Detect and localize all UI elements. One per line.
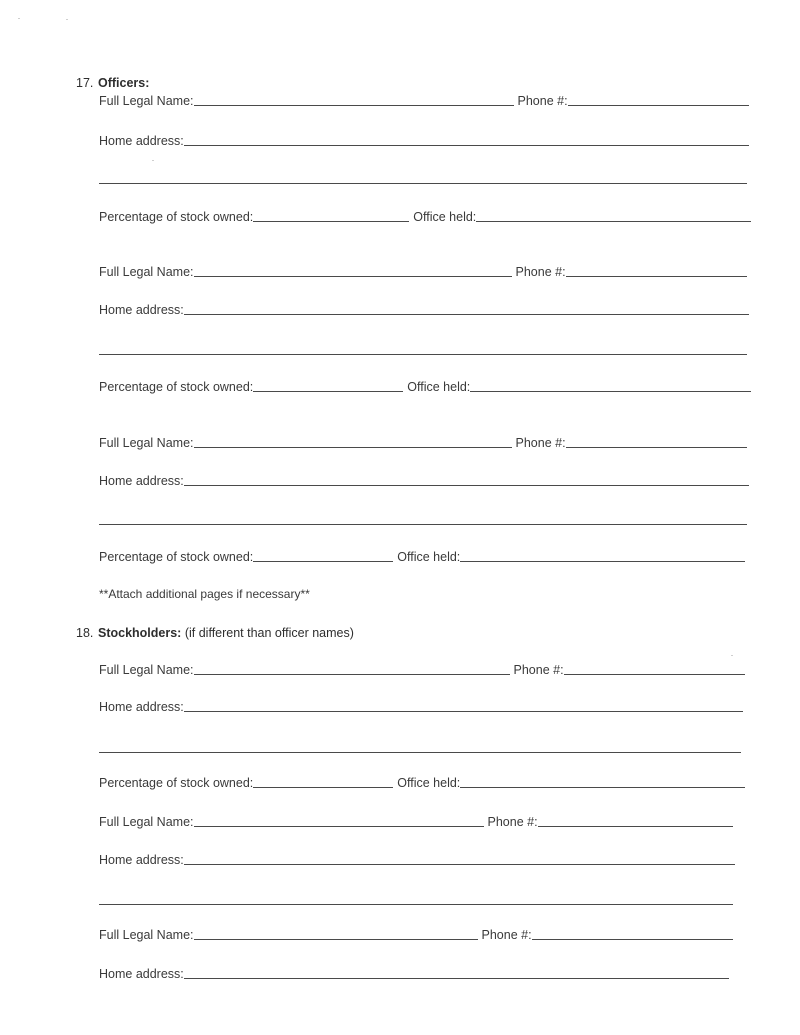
phone-label: Phone #:	[513, 663, 564, 677]
officer-2-address-line-2[interactable]	[99, 354, 747, 355]
stockholder-3-address-row	[99, 967, 729, 981]
office-label: Office held:	[407, 380, 471, 394]
stock-label: Percentage of stock owned:	[99, 210, 254, 224]
stockholder-2-name-row	[99, 815, 733, 829]
address-label: Home address:	[99, 134, 184, 148]
officer-3-stock-row	[99, 550, 745, 564]
officer-3-address-field[interactable]	[184, 485, 749, 486]
stockholder-1-stock-row	[99, 776, 745, 790]
section-18-heading	[76, 626, 354, 640]
address-label: Home address:	[99, 967, 184, 981]
phone-label: Phone #:	[481, 928, 532, 942]
stockholder-3-name-row	[99, 928, 733, 942]
stockholder-1-name-field[interactable]	[194, 674, 510, 675]
address-label: Home address:	[99, 303, 184, 317]
phone-label: Phone #:	[517, 94, 568, 108]
section-17-number: 17.	[76, 76, 94, 90]
name-label: Full Legal Name:	[99, 663, 194, 677]
stockholder-2-phone-field[interactable]	[538, 826, 733, 827]
officer-2-name-row	[99, 265, 747, 279]
stockholder-1-name-row	[99, 663, 745, 677]
officer-2-phone-field[interactable]	[566, 276, 747, 277]
stockholder-3-phone-field[interactable]	[532, 939, 733, 940]
stockholder-1-address-field[interactable]	[184, 711, 743, 712]
stockholder-2-address-line-2[interactable]	[99, 904, 733, 905]
officer-3-name-row	[99, 436, 747, 450]
scan-speck	[18, 18, 20, 19]
officer-2-stock-field[interactable]	[253, 391, 403, 392]
stockholder-1-stock-field[interactable]	[253, 787, 393, 788]
officer-1-address-line-2[interactable]	[99, 183, 747, 184]
officer-1-name-field[interactable]	[194, 105, 514, 106]
stock-label: Percentage of stock owned:	[99, 776, 254, 790]
officer-3-office-field[interactable]	[460, 561, 745, 562]
address-label: Home address:	[99, 853, 184, 867]
office-label: Office held:	[397, 776, 461, 790]
scan-speck	[152, 160, 154, 161]
stockholder-2-address-row	[99, 853, 735, 867]
scan-speck	[731, 655, 733, 656]
section-18-subtitle: (if different than officer names)	[181, 626, 354, 640]
stock-label: Percentage of stock owned:	[99, 380, 254, 394]
name-label: Full Legal Name:	[99, 265, 194, 279]
stock-label: Percentage of stock owned:	[99, 550, 254, 564]
name-label: Full Legal Name:	[99, 928, 194, 942]
officer-2-stock-row	[99, 380, 751, 394]
address-label: Home address:	[99, 474, 184, 488]
officer-1-office-field[interactable]	[476, 221, 751, 222]
officer-1-phone-field[interactable]	[568, 105, 749, 106]
stockholder-2-name-field[interactable]	[194, 826, 484, 827]
officer-3-stock-field[interactable]	[253, 561, 393, 562]
section-18-title: Stockholders:	[98, 626, 182, 640]
office-label: Office held:	[413, 210, 477, 224]
stockholder-1-address-line-2[interactable]	[99, 752, 741, 753]
attach-pages-note: **Attach additional pages if necessary**	[99, 587, 310, 601]
stockholder-2-address-field[interactable]	[184, 864, 735, 865]
officer-1-stock-field[interactable]	[253, 221, 409, 222]
section-18-number: 18.	[76, 626, 94, 640]
name-label: Full Legal Name:	[99, 436, 194, 450]
phone-label: Phone #:	[515, 265, 566, 279]
phone-label: Phone #:	[515, 436, 566, 450]
name-label: Full Legal Name:	[99, 815, 194, 829]
phone-label: Phone #:	[487, 815, 538, 829]
officer-3-phone-field[interactable]	[566, 447, 747, 448]
stockholder-1-phone-field[interactable]	[564, 674, 745, 675]
section-17-title: Officers:	[98, 76, 150, 90]
officer-2-name-field[interactable]	[194, 276, 512, 277]
officer-3-name-field[interactable]	[194, 447, 512, 448]
officer-1-stock-row	[99, 210, 751, 224]
officer-1-address-row	[99, 134, 749, 148]
officer-3-address-line-2[interactable]	[99, 524, 747, 525]
officer-3-address-row	[99, 474, 749, 488]
officer-2-office-field[interactable]	[470, 391, 751, 392]
section-17-heading	[76, 76, 149, 90]
scan-speck	[66, 19, 68, 20]
stockholder-1-address-row	[99, 700, 743, 714]
officer-2-address-field[interactable]	[184, 314, 749, 315]
officer-1-address-field[interactable]	[184, 145, 749, 146]
officer-2-address-row	[99, 303, 749, 317]
stockholder-1-office-field[interactable]	[460, 787, 745, 788]
address-label: Home address:	[99, 700, 184, 714]
office-label: Office held:	[397, 550, 461, 564]
officer-1-name-row	[99, 94, 749, 108]
stockholder-3-address-field[interactable]	[184, 978, 729, 979]
name-label: Full Legal Name:	[99, 94, 194, 108]
stockholder-3-name-field[interactable]	[194, 939, 478, 940]
